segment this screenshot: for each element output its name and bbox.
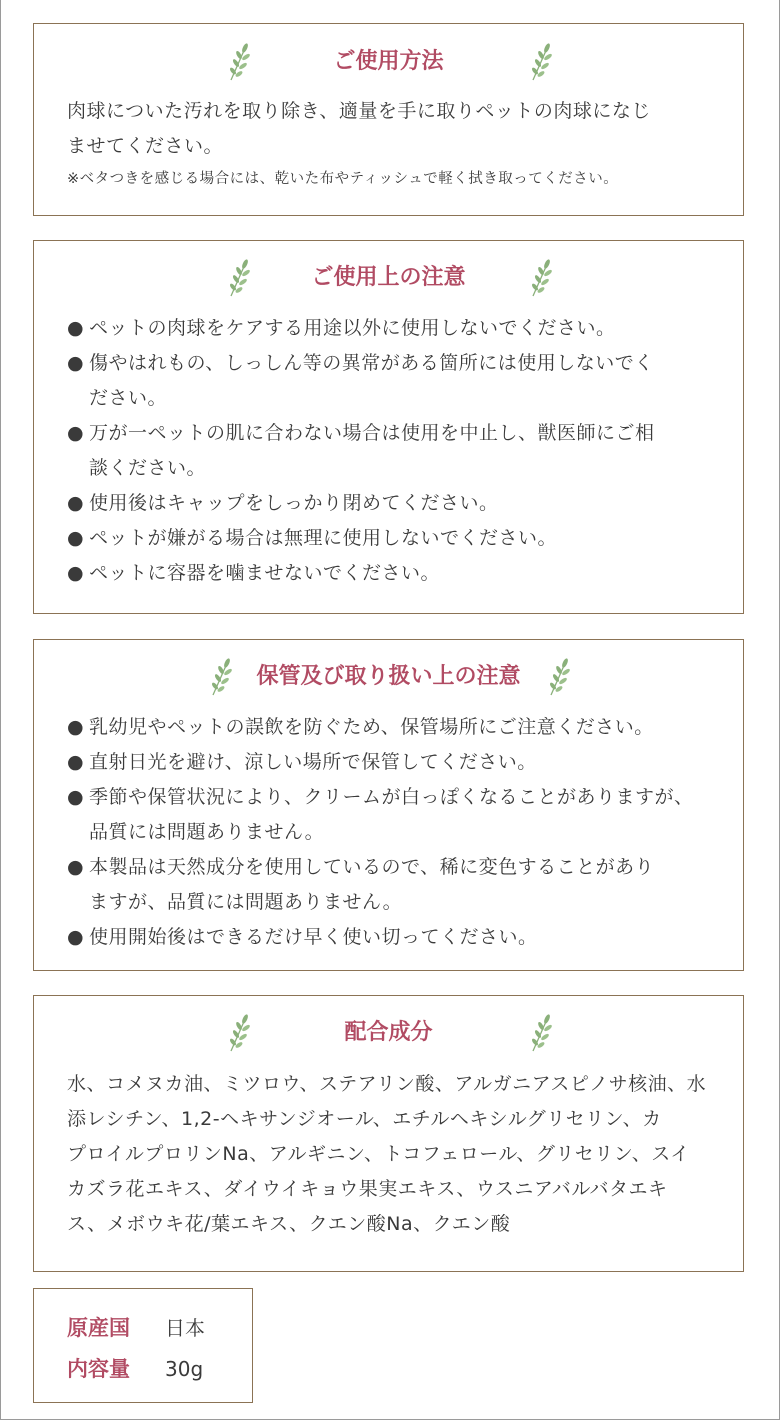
list-item-text: ペットが嫌がる場合は無理に使用しないでください。: [89, 527, 558, 549]
list-item: [67, 780, 715, 850]
ingredients-heading: [34, 1013, 743, 1053]
list-item-text: 傷やはれもの、しっしん等の異常がある箇所には使用しないでく: [89, 352, 654, 374]
list-item: [67, 745, 715, 780]
ingredients-line: ス、メボウキ花/葉エキス、クエン酸Na、クエン酸: [67, 1213, 511, 1235]
list-item-text: 本製品は天然成分を使用しているので、稀に変色することがあり: [89, 856, 655, 878]
leaf-sprig-icon: [546, 657, 572, 697]
precautions-list: [67, 311, 715, 591]
precautions-heading: [34, 258, 743, 298]
origin-label: 原産国: [67, 1316, 130, 1340]
list-item-text: 品質には問題ありません。: [89, 821, 325, 843]
volume-label: 内容量: [67, 1357, 130, 1381]
leaf-sprig-icon: [528, 1013, 554, 1053]
list-item-text: 使用後はキャップをしっかり閉めてください。: [89, 492, 499, 514]
ingredients-body: [67, 1067, 715, 1242]
leaf-sprig-icon: [528, 42, 554, 82]
bullet-icon: ●: [67, 527, 85, 549]
list-item-text: ペットに容器を噛ませないでください。: [89, 562, 441, 584]
specs-section: [33, 1288, 253, 1403]
bullet-icon: ●: [67, 751, 85, 773]
usage-note: ※ベタつきを感じる場合には、乾いた布やティッシュで軽く拭き取ってください。: [67, 171, 619, 187]
usage-line: ませてください。: [67, 135, 224, 157]
ingredients-line: 添レシチン、1,2-ヘキサンジオール、エチルヘキシルグリセリン、カ: [67, 1108, 662, 1130]
list-item-text: 万が一ペットの肌に合わない場合は使用を中止し、獣医師にご相: [89, 422, 655, 444]
bullet-icon: ●: [67, 352, 85, 374]
list-item: [67, 346, 715, 416]
bullet-icon: ●: [67, 786, 85, 808]
usage-title: ご使用方法: [333, 49, 444, 74]
list-item-text: ペットの肉球をケアする用途以外に使用しないでください。: [89, 317, 616, 339]
storage-list: [67, 710, 715, 955]
list-item: [67, 710, 715, 745]
ingredients-title: 配合成分: [344, 1020, 433, 1045]
ingredients-line: プロイルプロリンNa、アルギニン、トコフェロール、グリセリン、スイ: [67, 1143, 690, 1165]
volume-row: [67, 1354, 203, 1384]
leaf-sprig-icon: [208, 657, 234, 697]
bullet-icon: ●: [67, 926, 85, 948]
ingredients-line: カズラ花エキス、ダイウイキョウ果実エキス、ウスニアバルバタエキ: [67, 1178, 668, 1200]
list-item-text: ますが、品質には問題ありません。: [89, 891, 403, 913]
usage-heading: [34, 42, 743, 82]
list-item-text: 直射日光を避け、涼しい場所で保管してください。: [89, 751, 537, 773]
usage-section: [33, 23, 744, 216]
ingredients-section: [33, 995, 744, 1272]
list-item: [67, 521, 715, 556]
list-item: [67, 556, 715, 591]
volume-value: 30g: [165, 1357, 204, 1381]
usage-line: 肉球についた汚れを取り除き、適量を手に取りペットの肉球になじ: [67, 100, 651, 122]
list-item-text: 乳幼児やペットの誤飲を防ぐため、保管場所にご注意ください。: [89, 716, 654, 738]
bullet-icon: ●: [67, 716, 85, 738]
ingredients-line: 水、コメヌカ油、ミツロウ、ステアリン酸、アルガニアスピノサ核油、水: [67, 1073, 707, 1095]
list-item: [67, 416, 715, 486]
precautions-section: [33, 240, 744, 614]
list-item: [67, 486, 715, 521]
list-item-text: ださい。: [89, 387, 168, 409]
list-item-text: 使用開始後はできるだけ早く使い切ってください。: [89, 926, 538, 948]
list-item: [67, 920, 715, 955]
list-item-text: 季節や保管状況により、クリームが白っぽくなることがありますが、: [89, 786, 694, 808]
bullet-icon: ●: [67, 562, 85, 584]
leaf-sprig-icon: [226, 258, 252, 298]
usage-body: [67, 94, 715, 194]
bullet-icon: ●: [67, 422, 85, 444]
bullet-icon: ●: [67, 492, 85, 514]
storage-heading: [34, 657, 743, 697]
list-item: [67, 311, 715, 346]
list-item: [67, 850, 715, 920]
storage-section: [33, 639, 744, 971]
storage-title: 保管及び取り扱い上の注意: [256, 664, 521, 689]
leaf-sprig-icon: [226, 1013, 252, 1053]
origin-row: [67, 1313, 205, 1343]
leaf-sprig-icon: [528, 258, 554, 298]
origin-value: 日本: [165, 1316, 205, 1340]
list-item-text: 談ください。: [89, 457, 207, 479]
bullet-icon: ●: [67, 856, 85, 878]
leaf-sprig-icon: [226, 42, 252, 82]
bullet-icon: ●: [67, 317, 85, 339]
precautions-title: ご使用上の注意: [311, 265, 466, 290]
